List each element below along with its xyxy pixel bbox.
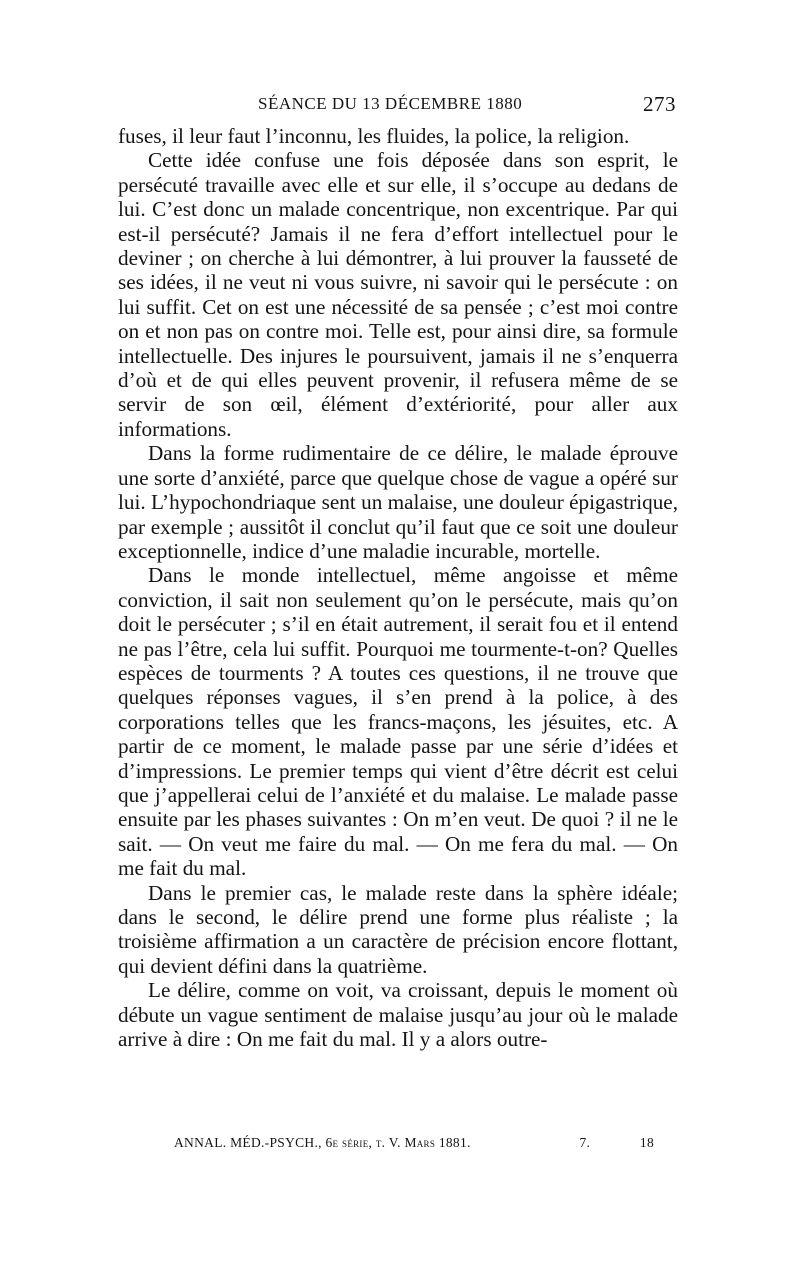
journal-reference: ANNAL. MÉD.-PSYCH., 6e série, t. V. Mars 1881. — [174, 1135, 471, 1150]
running-header — [118, 88, 678, 124]
body-text — [118, 124, 678, 1051]
running-title: SÉANCE DU 13 DÉCEMBRE 1880 — [258, 94, 523, 113]
signature-footer — [174, 1135, 654, 1151]
signature-mark-2: 18 — [639, 1135, 654, 1150]
signature-mark-1: 7. — [579, 1135, 591, 1150]
paragraph-3: Dans la forme rudimentaire de ce délire, le malade éprouve une sorte d’anxiété, parce que quelque chose de vague a opéré sur lui. L’hypochondriaque sent un malaise, une douleur épigastrique, par exemple ; aussitôt il conclut qu’il faut que ce soit une douleur exceptionnelle, indice d’une maladie incurable, mortelle. — [118, 441, 678, 563]
paragraph-5: Dans le premier cas, le malade reste dans la sphère idéale; dans le second, le délire prend une forme plus réaliste ; la troisième affirmation a un caractère de précision encore flottant, qui devient défini dans la quatrième. — [118, 880, 678, 978]
paragraph-2: Cette idée confuse une fois déposée dans son esprit, le persécuté travaille avec elle et sur elle, il s’occupe au dedans de lui. C’est donc un malade concentrique, non excentrique. Par qui est-il persécuté? Jamais il ne fera d’effort intellectuel pour le deviner ; on cherche à lui démontrer, à lui prouver la fausseté de ses idées, il ne veut ni vous suivre, ni savoir qui le persécute : on lui suffit. Cet on est une nécessité de sa pensée ; c’est moi contre on et non pas on contre moi. Telle est, pour ainsi dire, sa formule intellectuelle. Des injures le poursuivent, jamais il ne s’enquerra d’où et de qui elles peuvent provenir, il refusera même de se servir de son œil, élément d’extériorité, pour aller aux informations. — [118, 148, 678, 441]
paragraph-1: fuses, il leur faut l’inconnu, les fluides, la police, la religion. — [118, 124, 630, 148]
book-page — [118, 88, 678, 1051]
signature-marks — [533, 1135, 654, 1151]
paragraph-4: Dans le monde intellectuel, même angoisse et même conviction, il sait non seulement qu’on le persécute, mais qu’on doit le persécuter ; s’il en était autrement, il serait fou et il entend ne pas l’être, cela lui suffit. Pourquoi me tourmente-t-on? Quelles espèces de tourments ? A toutes ces questions, il ne trouve que quelques réponses vagues, il s’en prend à la police, à des corporations telles que les francs-maçons, les jésuites, etc. A partir de ce moment, le malade passe par une série d’idées et d’impressions. Le premier temps qui vient d’être décrit est celui que j’appellerai celui de l’anxiété et du malaise. Le malade passe ensuite par les phases suivantes : On m’en veut. De quoi ? il ne le sait. — On veut me faire du mal. — On me fera du mal. — On me fait du mal. — [118, 563, 678, 881]
page-number: 273 — [643, 92, 676, 116]
paragraph-6: Le délire, comme on voit, va croissant, depuis le moment où débute un vague sentiment de malaise jusqu’au jour où le malade arrive à dire : On me fait du mal. Il y a alors outre- — [118, 978, 678, 1052]
